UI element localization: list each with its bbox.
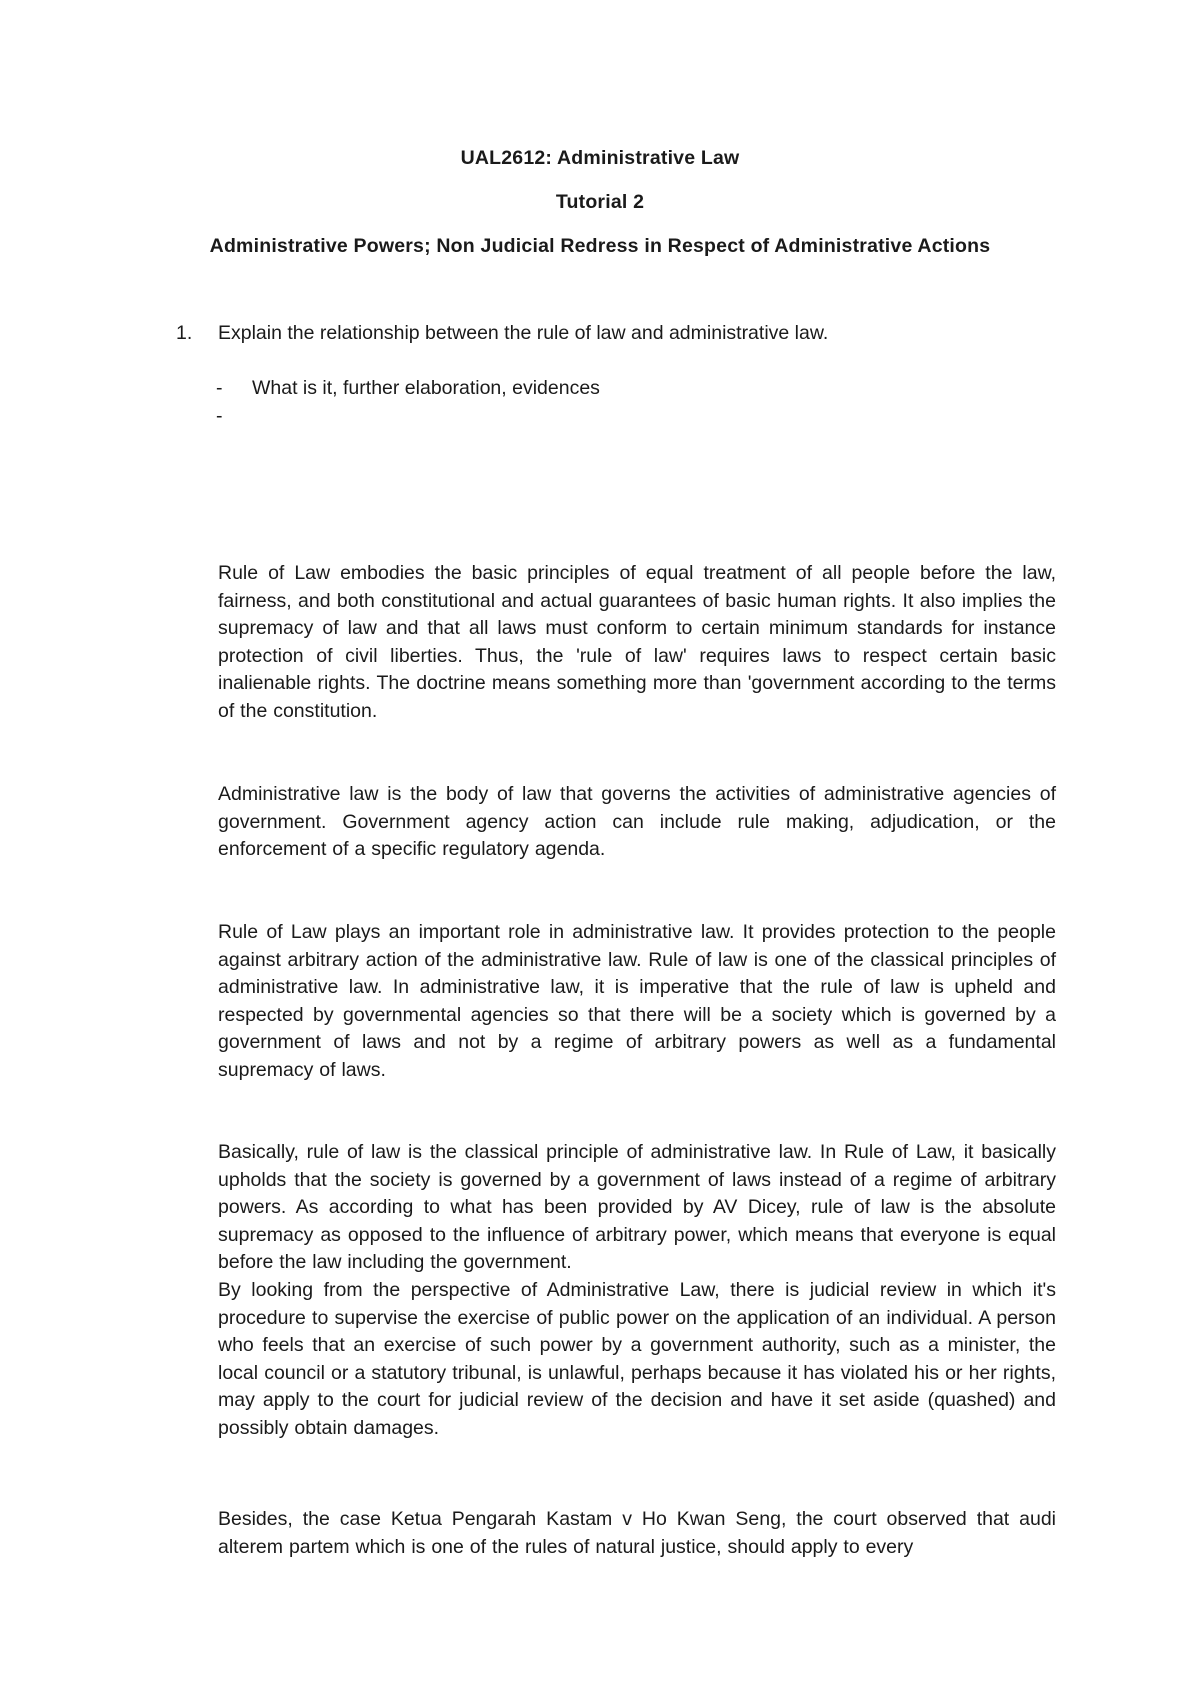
answer-paragraph-dicey: Basically, rule of law is the classical principle of administrative law. In Rule of Law, it basically upholds that the society is governed by a government of laws instead of a regime of arbitrary powers. As according to what has been provided by AV Dicey, rule of law is the absolute supremacy as opposed to the influence of arbitrary power, which means that everyone is equal before the law including the government. <box>218 1141 1056 1274</box>
answer-paragraph-rule-of-law: Rule of Law embodies the basic principles of equal treatment of all people before the law, fairness, and both constitutional and actual guarantees of basic human rights. It also implies the supremacy of law and that all laws must conform to certain minimum standards for instance protection of civil liberties. Thus, the 'rule of law' requires laws to respect certain basic inalienable rights. The doctrine means something more than 'government according to the terms of the constitution. <box>218 562 1056 722</box>
question-bullet <box>216 377 600 400</box>
bullet-dash: - <box>216 377 223 399</box>
question-text: Explain the relationship between the rule of law and administrative law. <box>218 322 829 344</box>
tutorial-subtitle: Administrative Powers; Non Judicial Redress in Respect of Administrative Actions <box>209 235 991 257</box>
bullet-dash: - <box>216 405 223 427</box>
question-number: 1. <box>176 322 193 344</box>
question-1 <box>176 322 828 345</box>
question-bullet <box>216 405 252 428</box>
course-title: UAL2612: Administrative Law <box>460 147 740 169</box>
answer-paragraph-case: Besides, the case Ketua Pengarah Kastam v Ho Kwan Seng, the court observed that audi alterem partem which is one of the rules of natural justice, should apply to every <box>218 1508 1056 1558</box>
answer-paragraph-judicial-review: By looking from the perspective of Administrative Law, there is judicial review in which it's procedure to supervise the exercise of public power on the application of an individual. A person who feels that an exercise of such power by a government authority, such as a minister, the local council or a statutory tribunal, is unlawful, perhaps because it has violated his or her rights, may apply to the court for judicial review of the decision and have it set aside (quashed) and possibly obtain damages. <box>218 1279 1056 1439</box>
answer-paragraph-role: Rule of Law plays an important role in administrative law. It provides protection to the people against arbitrary action of the administrative law. Rule of law is one of the classical principles of administrative law. In administrative law, it is imperative that the rule of law is upheld and respected by governmental agencies so that there will be a society which is governed by a government of laws and not by a regime of arbitrary powers as well as a fundamental supremacy of laws. <box>218 921 1056 1081</box>
bullet-text: What is it, further elaboration, evidences <box>252 377 600 399</box>
answer-paragraph-administrative-law: Administrative law is the body of law that governs the activities of administrative agencies of government. Government agency action can include rule making, adjudication, or the enforcement of a specific regulatory agenda. <box>218 783 1056 861</box>
tutorial-title: Tutorial 2 <box>555 191 645 213</box>
